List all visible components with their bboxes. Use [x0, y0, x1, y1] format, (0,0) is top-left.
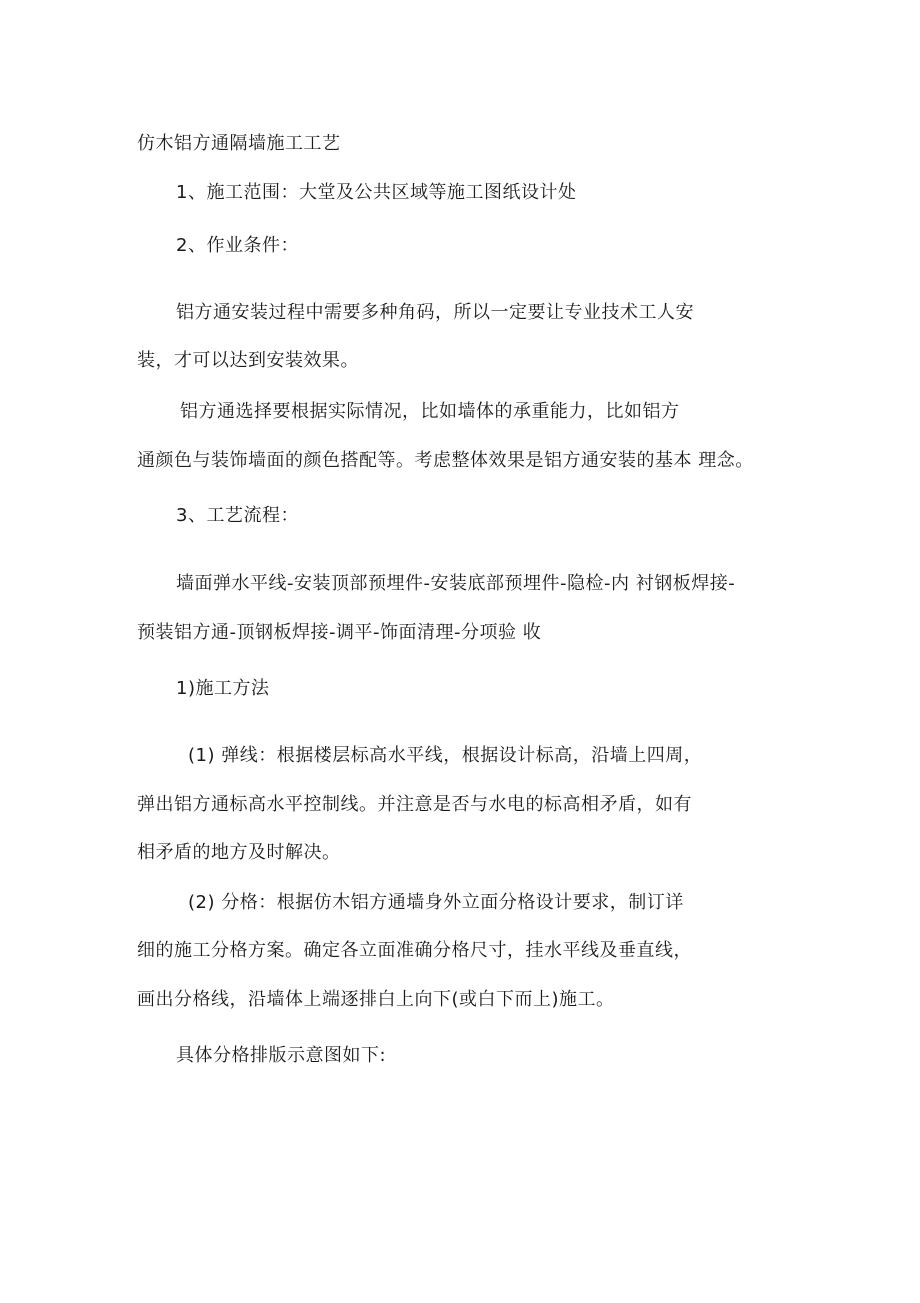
section-process-flow: 3、工艺流程： [176, 505, 299, 526]
paragraph-text-line: 装，才可以达到安装效果。 [137, 350, 359, 371]
step-text-line: 细的施工分格方案。确定各立面准确分格尺寸，挂水平线及垂直线， [137, 940, 692, 961]
document-title: 仿木铝方通隔墙施工工艺 [137, 133, 341, 154]
paragraph-text-line: 通颜色与装饰墙面的颜色搭配等。考虑整体效果是铝方通安装的基本 理念。 [137, 450, 754, 471]
step-text-line: (1) 弹线：根据楼层标高水平线，根据设计标高，沿墙上四周， [188, 745, 703, 766]
section-construction-scope: 1、施工范围：大堂及公共区域等施工图纸设计处 [176, 182, 577, 203]
step-text-line: 弹出铝方通标高水平控制线。并注意是否与水电的标高相矛盾，如有 [137, 794, 692, 815]
method-heading: 1)施工方法 [176, 678, 270, 699]
step-text-line: 相矛盾的地方及时解决。 [137, 842, 341, 863]
step-text-line: 画出分格线，沿墙体上端逐排白上向下(或白下而上)施工。 [137, 989, 615, 1010]
process-flow-line: 预装铝方通-顶钢板焊接-调平-饰面清理-分项验 收 [137, 622, 542, 643]
section-work-conditions: 2、作业条件： [176, 235, 299, 256]
process-flow-line: 墙面弹水平线-安装顶部预埋件-安装底部预埋件-隐检-内 衬钢板焊接- [176, 573, 736, 594]
paragraph-text-line: 铝方通安装过程中需要多种角码，所以一定要让专业技术工人安 [176, 302, 694, 323]
diagram-note: 具体分格排版示意图如下: [176, 1045, 387, 1066]
step-text-line: (2) 分格：根据仿木铝方通墙身外立面分格设计要求，制订详 [188, 892, 684, 913]
paragraph-text-line: 铝方通选择要根据实际情况，比如墙体的承重能力，比如铝方 [180, 401, 680, 422]
